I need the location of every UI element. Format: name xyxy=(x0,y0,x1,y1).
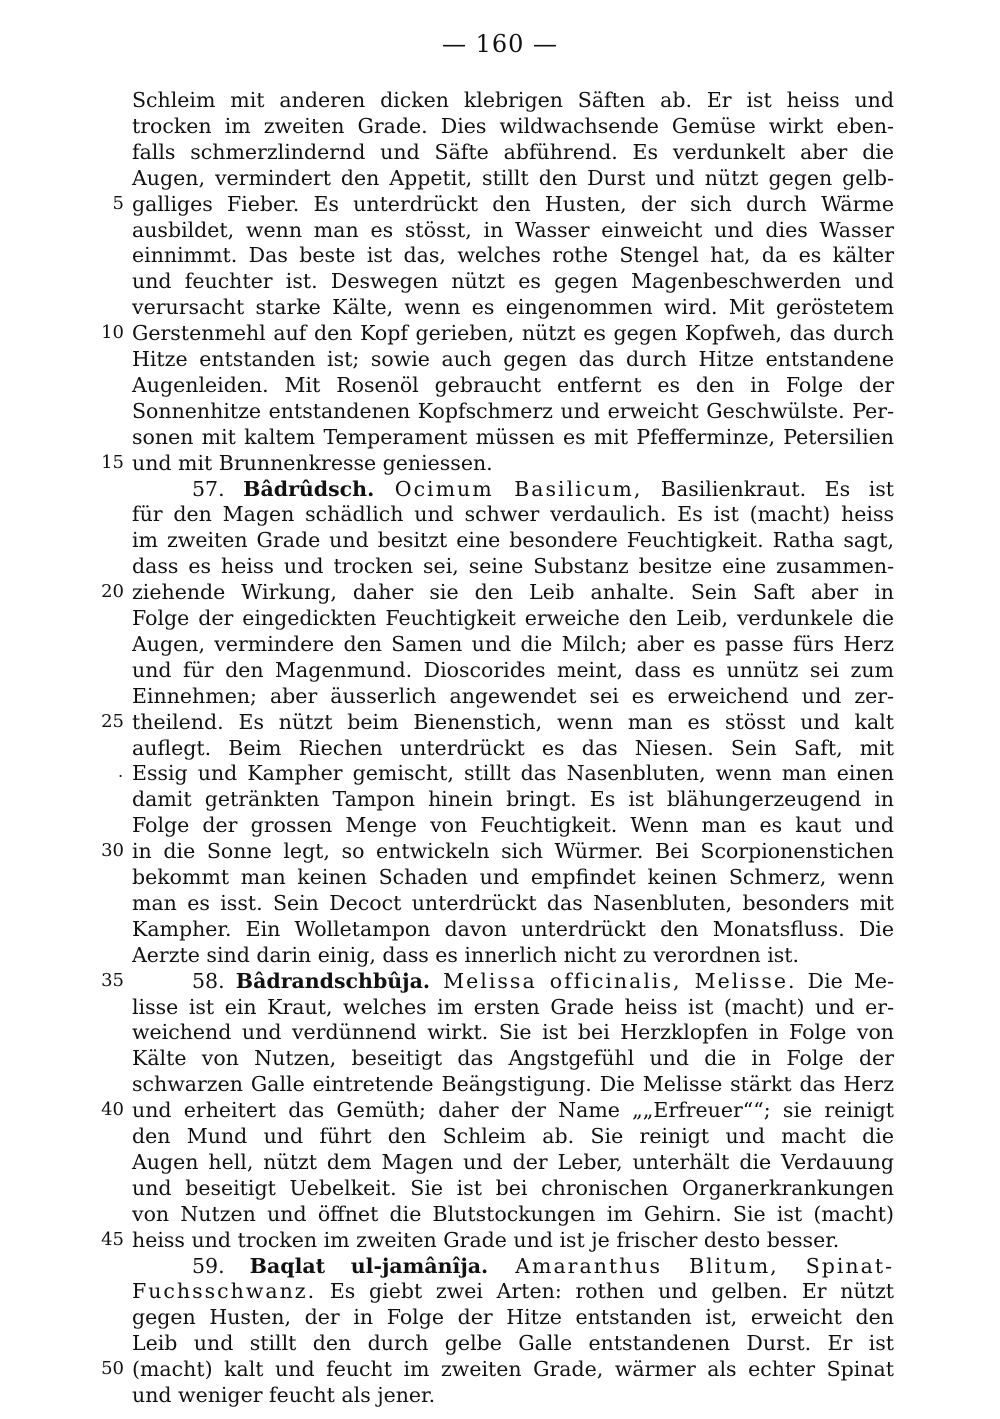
text-line xyxy=(132,786,894,812)
text-line xyxy=(132,942,894,968)
stray-mark: . xyxy=(118,762,124,781)
line-text: und mit Brunnenkresse geniessen. xyxy=(132,450,493,475)
text-line xyxy=(132,424,894,450)
text-line xyxy=(132,87,894,113)
text-line xyxy=(132,139,894,165)
text-line xyxy=(132,1330,894,1356)
line-text: ziehende Wirkung, daher sie den Leib anhalte. Sein Saft aber in xyxy=(132,580,894,605)
entry-latin-name: Melissa officinalis, Melisse. xyxy=(430,968,797,993)
entry-latin-name: Amaranthus Blitum, Spinat- xyxy=(488,1253,895,1278)
text-line xyxy=(132,760,894,786)
text-line xyxy=(132,709,894,735)
text-line xyxy=(132,864,894,890)
text-line xyxy=(132,1175,894,1201)
line-text: im zweiten Grade und besitzt eine besondere Feuchtigkeit. Ratha sagt, xyxy=(132,528,894,553)
line-text: Folge der eingedickten Feuchtigkeit erweiche den Leib, verdunkele die xyxy=(132,606,894,630)
text-line xyxy=(132,450,894,476)
line-text: bekommt man keinen Schaden und empfindet keinen Schmerz, wenn xyxy=(132,865,894,889)
line-text: und feuchter ist. Deswegen nützt es gegen Magenbeschwerden und xyxy=(132,269,894,294)
text-line xyxy=(132,1356,894,1382)
line-number: 20 xyxy=(101,581,124,603)
line-text: für den Magen schädlich und schwer verdaulich. Es ist (macht) heiss xyxy=(132,502,894,527)
text-line xyxy=(132,553,894,579)
text-line xyxy=(132,1304,894,1330)
line-text: sonen mit kaltem Temperament müssen es mit Pfefferminze, Petersilien xyxy=(132,424,894,449)
text-line xyxy=(132,268,894,294)
text-line xyxy=(132,735,894,761)
line-number: 45 xyxy=(101,1228,124,1250)
line-text: falls schmerzlindernd und Säfte abführend. Es verdunkelt aber die xyxy=(132,139,894,164)
line-text: und erheitert das Gemüth; daher der Name „„Erfreuer““; sie reinigt xyxy=(132,1098,894,1123)
text-line xyxy=(132,1045,894,1071)
line-text: Augen, vermindert den Appetit, stillt den Durst und nützt gegen gelb- xyxy=(132,165,894,190)
text-line xyxy=(132,1201,894,1227)
entry-latin-name: Fuchsschwanz. xyxy=(132,1279,317,1304)
text-line xyxy=(132,1278,894,1304)
line-text: Es giebt zwei Arten: rothen und gelben. Er nützt xyxy=(316,1279,894,1304)
line-text: und für den Magenmund. Dioscorides meint, dass es unnütz sei zum xyxy=(132,657,894,682)
line-number: 50 xyxy=(101,1358,124,1380)
line-text: lisse ist ein Kraut, welches im ersten Grade heiss ist (macht) und er- xyxy=(132,994,894,1019)
text-line xyxy=(132,398,894,424)
text-line xyxy=(132,657,894,683)
line-text: (macht) kalt und feucht im zweiten Grade, wärmer als echter Spinat xyxy=(132,1357,894,1382)
line-text: Kälte von Nutzen, beseitigt das Angstgefühl und die in Folge der xyxy=(132,1046,894,1071)
line-text: gegen Husten, der in Folge der Hitze entstanden ist, erweicht den xyxy=(132,1305,894,1330)
line-text: auflegt. Beim Riechen unterdrückt es das Niesen. Sein Saft, mit xyxy=(132,735,894,760)
text-line xyxy=(132,579,894,605)
line-text: Gerstenmehl auf den Kopf gerieben, nützt es gegen Kopfweh, das durch xyxy=(132,321,894,346)
text-line xyxy=(132,501,894,527)
line-text: Die Me- xyxy=(796,968,894,993)
line-text: schwarzen Galle eintretende Beängstigung. Die Melisse stärkt das Herz xyxy=(132,1072,894,1097)
line-text: Kampher. Ein Wolletampon davon unterdrückt den Monatsfluss. Die xyxy=(132,916,894,941)
text-line xyxy=(132,916,894,942)
line-text: Basilienkraut. Es ist xyxy=(642,476,895,501)
entry-headword: Baqlat ul-jamânîja. xyxy=(249,1253,489,1278)
text-line xyxy=(132,191,894,217)
line-text: Augen, vermindere den Samen und die Milch; aber es passe fürs Herz xyxy=(132,631,894,656)
entry-heading-line xyxy=(192,1253,894,1279)
line-number: 30 xyxy=(101,840,124,862)
line-text: Augenleiden. Mit Rosenöl gebraucht entfernt es den in Folge der xyxy=(132,372,894,397)
text-line xyxy=(132,1123,894,1149)
text-line xyxy=(132,113,894,139)
text-line xyxy=(132,527,894,553)
entry-number: 57. xyxy=(192,476,244,501)
text-line xyxy=(132,605,894,631)
line-text: Augen hell, nützt dem Magen und der Leber, unterhält die Verdauung xyxy=(132,1149,894,1174)
text-line xyxy=(132,838,894,864)
line-text: damit getränkten Tampon hinein bringt. Es ist blähungerzeugend in xyxy=(132,787,894,812)
line-text: von Nutzen und öffnet die Blutstockungen im Gehirn. Sie ist (macht) xyxy=(132,1201,894,1226)
text-line xyxy=(132,217,894,243)
line-number: 35 xyxy=(101,969,124,991)
line-text: Einnehmen; aber äusserlich angewendet sei es erweichend und zer- xyxy=(132,683,894,708)
text-line xyxy=(132,1382,894,1408)
line-text: Aerzte sind darin einig, dass es innerlich nicht zu verordnen ist. xyxy=(132,942,800,967)
line-text: heiss und trocken im zweiten Grade und ist je frischer desto besser. xyxy=(132,1227,840,1252)
line-text: Essig und Kampher gemischt, stillt das Nasenbluten, wenn man einen xyxy=(132,761,894,786)
entry-latin-name: Ocimum Basilicum, xyxy=(374,476,643,501)
entry-heading-line xyxy=(192,476,894,502)
text-line xyxy=(132,242,894,268)
text-line xyxy=(132,294,894,320)
text-line xyxy=(132,1071,894,1097)
entry-headword: Bâdrandschbûja. xyxy=(235,968,431,993)
line-text: man es isst. Sein Decoct unterdrückt das Nasenbluten, besonders mit xyxy=(132,890,894,915)
text-line xyxy=(132,320,894,346)
line-text: Leib und stillt den durch gelbe Galle entstandenen Durst. Er ist xyxy=(132,1331,894,1356)
text-line xyxy=(132,994,894,1020)
line-text: theilend. Es nützt beim Bienenstich, wenn man es stösst und kalt xyxy=(132,709,894,734)
line-text: trocken im zweiten Grade. Dies wildwachsende Gemüse wirkt eben- xyxy=(132,113,894,138)
line-number: 10 xyxy=(101,322,124,344)
text-line xyxy=(132,812,894,838)
entry-heading-line xyxy=(192,968,894,994)
line-text: in die Sonne legt, so entwickeln sich Würmer. Bei Scorpionenstichen xyxy=(132,839,894,864)
text-line xyxy=(132,1097,894,1123)
text-line xyxy=(132,631,894,657)
text-line xyxy=(132,372,894,398)
text-line xyxy=(132,890,894,916)
text-line xyxy=(132,1227,894,1253)
page-number: — 160 — xyxy=(441,30,559,58)
line-text: dass es heiss und trocken sei, seine Substanz besitze eine zusammen- xyxy=(132,554,894,579)
line-text: Sonnenhitze entstandenen Kopfschmerz und erweicht Geschwülste. Per- xyxy=(132,398,894,423)
line-text: Hitze entstanden ist; sowie auch gegen das durch Hitze entstandene xyxy=(132,347,894,371)
line-text: weichend und verdünnend wirkt. Sie ist bei Herzklopfen in Folge von xyxy=(132,1020,894,1045)
line-number: 40 xyxy=(101,1099,124,1121)
entry-number: 59. xyxy=(192,1253,250,1278)
line-text: und weniger feucht als jener. xyxy=(132,1383,436,1407)
line-text: und beseitigt Uebelkeit. Sie ist bei chronischen Organerkrankungen xyxy=(132,1175,894,1200)
line-text: galliges Fieber. Es unterdrückt den Husten, der sich durch Wärme xyxy=(132,191,894,216)
line-number: 15 xyxy=(101,451,124,473)
line-text: Folge der grossen Menge von Feuchtigkeit. Wenn man es kaut und xyxy=(132,813,894,838)
line-number: 25 xyxy=(101,710,124,732)
text-line xyxy=(132,1019,894,1045)
entry-number: 58. xyxy=(192,968,236,993)
entry-headword: Bâdrûdsch. xyxy=(243,476,375,501)
text-line xyxy=(132,346,894,372)
text-line xyxy=(132,683,894,709)
line-text: verursacht starke Kälte, wenn es eingenommen wird. Mit geröstetem xyxy=(132,295,894,320)
text-line xyxy=(132,1149,894,1175)
line-number: 5 xyxy=(112,192,124,214)
text-line xyxy=(132,165,894,191)
line-text: einnimmt. Das beste ist das, welches rothe Stengel hat, da es kälter xyxy=(132,243,894,268)
line-text: Schleim mit anderen dicken klebrigen Säften ab. Er ist heiss und xyxy=(132,88,894,112)
line-text: ausbildet, wenn man es stösst, in Wasser einweicht und dies Wasser xyxy=(132,217,894,242)
line-text: den Mund und führt den Schleim ab. Sie reinigt und macht die xyxy=(132,1124,894,1148)
